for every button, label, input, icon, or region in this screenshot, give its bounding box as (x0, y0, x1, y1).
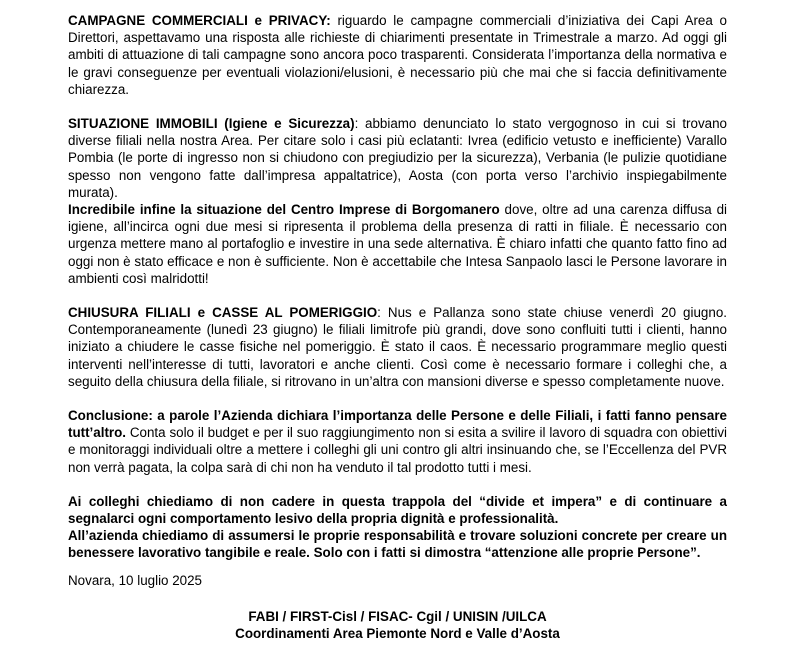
section-heading: CHIUSURA FILIALI e CASSE AL POMERIGGIO (68, 305, 378, 321)
section-campagne (68, 12, 727, 98)
section-heading: CAMPAGNE COMMERCIALI e PRIVACY: (68, 13, 331, 28)
appeal-company: All’azienda chiediamo di assumersi le proprie responsabilità e trovare soluzioni concrete per creare un benessere lavorativo tangibile e reale. Solo con i fatti si dimostra “attenzione alle proprie Persone”. (68, 528, 727, 561)
appeal-colleagues: Ai colleghi chiediamo di non cadere in questa trappola del “divide et impera” e di continuare a segnalarci ogni comportamento lesivo della propria dignità e professionalità. (68, 493, 727, 527)
section-chiusura (68, 304, 727, 390)
document-date: Novara, 10 luglio 2025 (68, 573, 202, 588)
section-text: : Nus e Pallanza sono state chiuse venerdì 20 giugno. Contemporaneamente (lunedì 23 giugno) le filiali limitrofe più grandi, dove sono confluiti tutti i clienti, hanno iniziato a chiudere le casse fisiche nel pomeriggio. È stato il caos. È necessario programmare meglio questi interventi nell’interesse di tutti, lavoratori e anche clienti. Così come è necessario formare i colleghi che, a seguito della chiusura della filiale, si ritrovano in un’altra con mansioni diverse e spesso completamente nuove. (68, 305, 727, 389)
section-text: Conta solo il budget e per il suo raggiungimento non si esita a svilire il lavoro di squadra con obiettivi e monitoraggi individuali oltre a mettere i colleghi gli uni contro gli altri insinuando che, se l’Eccellenza del PVR non verrà pagata, la colpa sarà di chi non ha venduto il tal prodotto tutti i mesi. (68, 425, 727, 475)
document-body (68, 12, 727, 562)
section-text: riguardo le campagne commerciali d’iniziativa dei Capi Area o Direttori, aspettavamo una risposta alle richieste di chiarimenti presentate in Trimestrale a marzo. Ad oggi gli ambiti di attuazione di tali campagne sono ancora poco trasparenti. Considerata l’importanza della normativa e le gravi conseguenze per eventuali violazioni/elusioni, è necessario più che mai che si faccia definitivamente chiarezza. (68, 13, 727, 97)
section-text: dove, oltre ad una carenza diffusa di igiene, all’incirca ogni due mesi si ripresenta il problema della presenza di ratti in filiale. È necessario con urgenza mettere mano al portafoglio e investire in una sede alternativa. È chiaro infatti che quanto fatto fino ad oggi non è stato efficace e non è sufficiente. Non è accettabile che Intesa Sanpaolo lasci le Persone lavorare in ambienti così malridotti! (68, 202, 727, 286)
section-heading: SITUAZIONE IMMOBILI (Igiene e Sicurezza) (68, 116, 355, 132)
signature-unions: FABI / FIRST-Cisl / FISAC- Cgil / UNISIN /UILCA (248, 609, 547, 624)
section-text: : abbiamo denunciato lo stato vergognoso in cui si trovano diverse filiali nella nostra Area. Per citare solo i casi più eclatanti: Ivrea (edificio vetusto e inefficiente) Varallo Pombia (le porte di ingresso non si chiudono con pregiudizio per la sicurezza), Verbania (le pulizie quotidiane spesso non vengono fatte dall’impresa appaltatrice), Aosta (con porta verso l’archivio inspiegabilmente murata). (68, 116, 727, 200)
section-conclusione (68, 407, 727, 476)
section-subheading: Incredibile infine la situazione del Centro Imprese di Borgomanero (68, 202, 500, 218)
section-immobili (68, 115, 727, 287)
section-heading: Conclusione: a parole l’Azienda dichiara l’importanza delle Persone e delle Filiali, i fatti fanno pensare tutt’altro. (68, 408, 727, 441)
signature-coordination: Coordinamenti Area Piemonte Nord e Valle d’Aosta (235, 626, 560, 641)
